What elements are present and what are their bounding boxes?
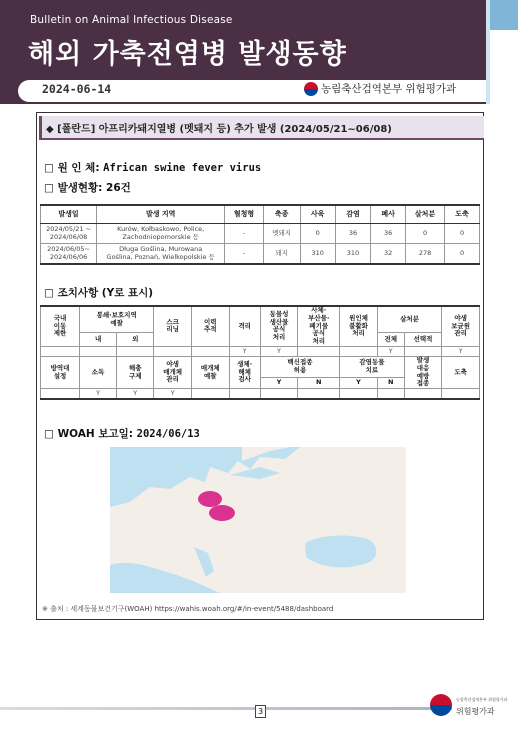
h-livestock: 생체· 해체 검사 xyxy=(229,356,260,388)
measures-table xyxy=(40,305,480,400)
outbreak-table-header xyxy=(41,205,480,224)
h-treat: 감염동물 치료 xyxy=(340,356,404,377)
cell-dead: 36 xyxy=(371,224,406,244)
h-carcass: 사체· 부산물· 폐기물 공식 처리 xyxy=(298,306,340,346)
government-logo-icon xyxy=(304,82,318,96)
bulletin-label: Bulletin on Animal Infectious Disease xyxy=(30,14,233,26)
cell-slaughtered: 0 xyxy=(445,244,480,265)
cell-serotype: - xyxy=(225,244,264,265)
footer-logo-icon xyxy=(430,694,452,716)
event-banner-text: ◆ [폴란드] 아프리카돼지열병 (멧돼지 등) 추가 발생 (2024/05/21~06/08) xyxy=(46,124,392,135)
cell-kept: 0 xyxy=(300,224,335,244)
h-vaccine-n: N xyxy=(298,378,340,389)
cell-dead: 32 xyxy=(371,244,406,265)
cell-region: Długa Goślina, Murowana Goślina, Poznań, Wielkopolskie 등 xyxy=(97,244,225,265)
col-dead: 폐사 xyxy=(371,205,406,224)
h-slaughter: 도축 xyxy=(442,356,480,388)
occurrence-line xyxy=(44,180,131,195)
source-note: ※ 출처 : 세계동물보건기구(WOAH) https://wahis.woah.org/#/in-event/5488/dashboard xyxy=(42,605,334,613)
h-pathogen: 원인체 불활화 처리 xyxy=(340,306,378,346)
cell-culled: 278 xyxy=(406,244,445,265)
table-row xyxy=(41,224,480,244)
cell-serotype: - xyxy=(225,224,264,244)
page-title: 해외 가축전염병 발생동향 xyxy=(28,39,347,70)
h-products: 동물성 생산물 공식 처리 xyxy=(260,306,298,346)
col-infected: 감염 xyxy=(335,205,370,224)
cell-kept: 310 xyxy=(300,244,335,265)
footer-agency-small: 농림축산검역본부 위험평가과 xyxy=(456,697,508,702)
agency-label xyxy=(304,81,456,96)
h-vaccine: 백신접종 허용 xyxy=(260,356,340,377)
cell-slaughtered: 0 xyxy=(445,224,480,244)
cell-date: 2024/05/21 ~ 2024/06/08 xyxy=(41,224,97,244)
col-species: 축종 xyxy=(263,205,300,224)
col-date: 발생일 xyxy=(41,205,97,224)
woah-label: □ WOAH 보고일: xyxy=(44,428,133,440)
h-zone: 봉쇄·보호지역 예찰 xyxy=(80,306,154,333)
h-prevent: 발생 대응 예방 접종 xyxy=(404,356,442,388)
cell-region: Kurów, Kołbaskowo, Police, Zachodniopomorskie 등 xyxy=(97,224,225,244)
report-date: 2024-06-14 xyxy=(42,82,112,96)
col-serotype: 혈청형 xyxy=(225,205,264,224)
h-treat-y: Y xyxy=(340,378,378,389)
woah-date: 2024/06/13 xyxy=(136,428,200,440)
map-svg xyxy=(110,447,406,593)
measures-values-row-1: Y Y Y Y xyxy=(41,346,480,356)
pathogen-label: □ 원 인 체: xyxy=(44,162,100,174)
h-domestic: 국내 이동 제한 xyxy=(41,306,80,346)
table-row xyxy=(41,244,480,265)
pathogen-value: African swine fever virus xyxy=(103,162,262,174)
h-screening: 스크 리닝 xyxy=(154,306,192,346)
cell-species: 멧돼지 xyxy=(263,224,300,244)
h-wildlife: 야생 매개체 관리 xyxy=(154,356,192,388)
woah-line xyxy=(44,426,200,441)
occurrence-label: □ 발생현황: xyxy=(44,182,103,194)
outbreak-marker-2[interactable] xyxy=(209,505,235,521)
cell-infected: 36 xyxy=(335,224,370,244)
measures-title: □ 조치사항 (Y로 표시) xyxy=(44,287,154,299)
page-number: 3 xyxy=(255,705,266,718)
h-disinfect-setting: 방역대 설정 xyxy=(41,356,80,388)
h-treat-n: N xyxy=(377,378,404,389)
cell-species: 돼지 xyxy=(263,244,300,265)
measures-values-row-2: Y Y Y xyxy=(41,389,480,400)
h-zone-out: 외 xyxy=(117,333,154,347)
h-trace: 이력 추적 xyxy=(191,306,229,346)
footer-agency-big: 위험평가과 xyxy=(456,707,495,716)
col-culled: 살처분 xyxy=(406,205,445,224)
h-wild: 야생 보균원 관리 xyxy=(442,306,480,346)
h-vector: 매개체 예찰 xyxy=(191,356,229,388)
agency-name: 농림축산검역본부 위험평가과 xyxy=(321,83,457,95)
h-disinfect: 소독 xyxy=(80,356,117,388)
h-cull: 살처분 xyxy=(377,306,441,333)
cell-date: 2024/06/05~ 2024/06/06 xyxy=(41,244,97,265)
pathogen-line xyxy=(44,160,261,175)
outbreak-table xyxy=(40,204,480,265)
outbreak-map[interactable] xyxy=(110,447,406,593)
footer-line xyxy=(0,707,452,710)
cell-culled: 0 xyxy=(406,224,445,244)
h-cull-all: 전체 xyxy=(377,333,404,347)
col-slaughtered: 도축 xyxy=(445,205,480,224)
cell-infected: 310 xyxy=(335,244,370,265)
col-region: 발생 지역 xyxy=(97,205,225,224)
occurrence-value: 26건 xyxy=(106,182,131,194)
header-corner-accent xyxy=(490,0,518,30)
h-pest: 해충 구제 xyxy=(117,356,154,388)
col-kept: 사육 xyxy=(300,205,335,224)
h-zone-in: 내 xyxy=(80,333,117,347)
outbreak-marker-1[interactable] xyxy=(198,491,222,507)
h-quarantine: 격리 xyxy=(229,306,260,346)
h-vaccine-y: Y xyxy=(260,378,298,389)
h-cull-sel: 선택적 xyxy=(404,333,442,347)
